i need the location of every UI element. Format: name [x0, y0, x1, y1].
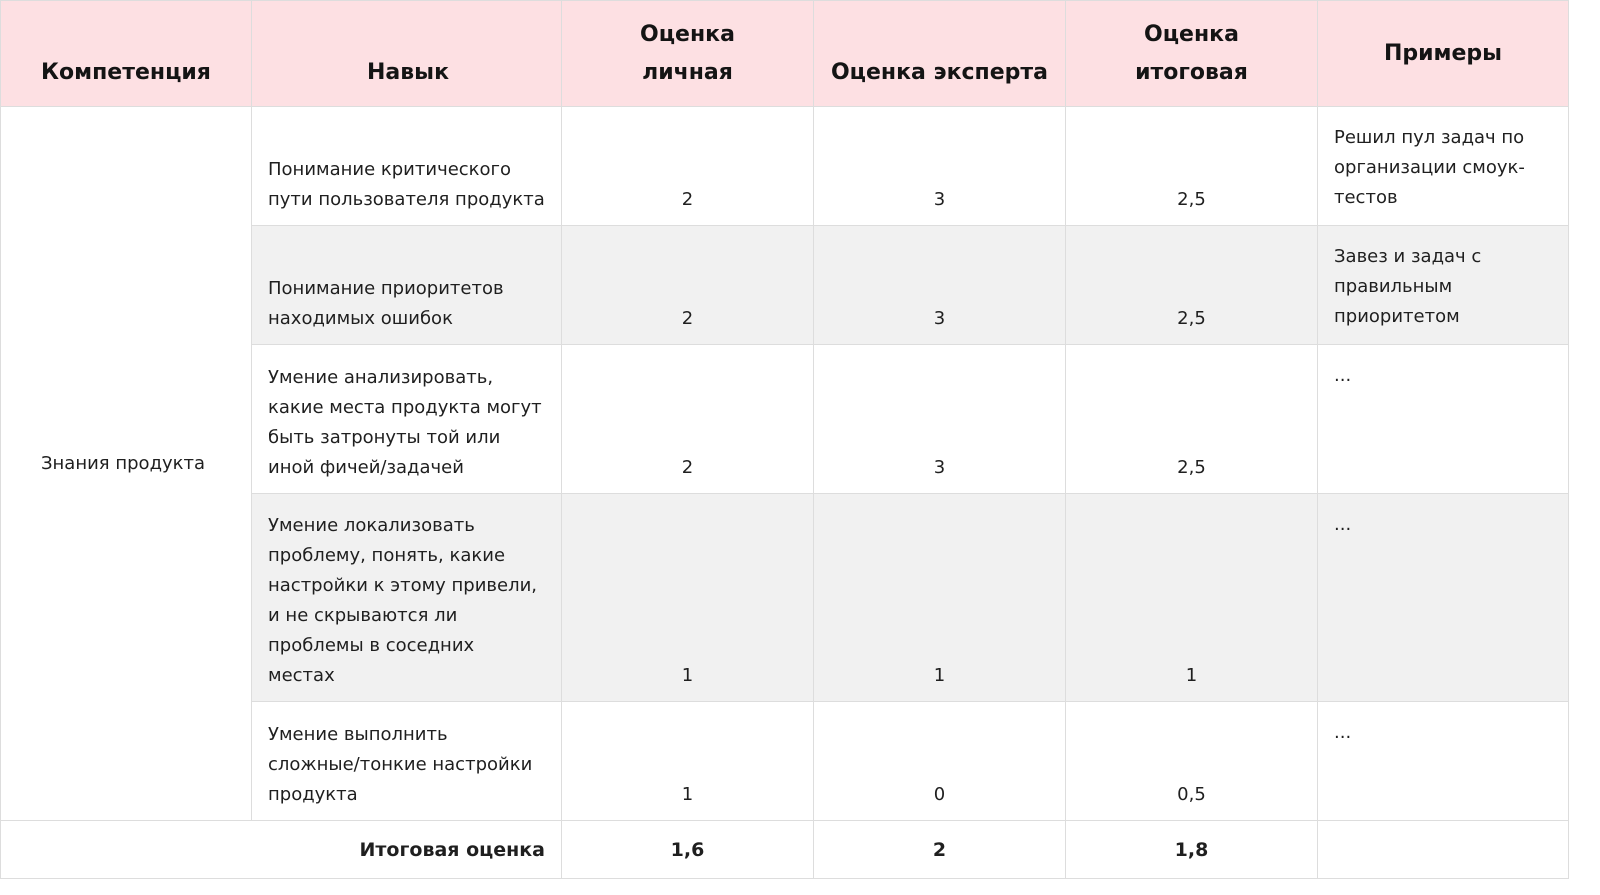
total-expert-score: 2	[814, 821, 1066, 879]
example-cell: ...	[1318, 345, 1569, 494]
skill-cell: Умение выполнить сложные/тонкие настройки продукта	[252, 702, 562, 821]
expert-score-cell: 1	[814, 494, 1066, 702]
total-label: Итоговая оценка	[1, 821, 562, 879]
table-row	[1, 107, 1569, 226]
header-skill: Навык	[252, 1, 562, 107]
self-score-cell: 2	[562, 345, 814, 494]
total-row	[1, 821, 1569, 879]
expert-score-cell: 0	[814, 702, 1066, 821]
final-score-cell: 2,5	[1066, 226, 1318, 345]
header-competence: Компетенция	[1, 1, 252, 107]
self-score-cell: 1	[562, 702, 814, 821]
final-score-cell: 0,5	[1066, 702, 1318, 821]
total-final-score: 1,8	[1066, 821, 1318, 879]
header-self-score-line1: Оценка	[640, 22, 735, 47]
skill-cell: Понимание приоритетов находимых ошибок	[252, 226, 562, 345]
self-score-cell: 1	[562, 494, 814, 702]
expert-score-cell: 3	[814, 345, 1066, 494]
skill-cell: Понимание критического пути пользователя продукта	[252, 107, 562, 226]
self-score-cell: 2	[562, 107, 814, 226]
example-cell: ...	[1318, 702, 1569, 821]
total-self-score: 1,6	[562, 821, 814, 879]
header-final-score-line1: Оценка	[1144, 22, 1239, 47]
final-score-cell: 1	[1066, 494, 1318, 702]
example-cell: ...	[1318, 494, 1569, 702]
skill-cell: Умение локализовать проблему, понять, какие настройки к этому привели, и не скрываются ли проблемы в соседних местах	[252, 494, 562, 702]
expert-score-cell: 3	[814, 226, 1066, 345]
example-cell: Решил пул задач по организации смоук-тестов	[1318, 107, 1569, 226]
competence-cell: Знания продукта	[1, 107, 252, 821]
header-final-score	[1066, 1, 1318, 107]
final-score-cell: 2,5	[1066, 345, 1318, 494]
example-cell: Завез и задач с правильным приоритетом	[1318, 226, 1569, 345]
header-self-score-line2: личная	[642, 60, 733, 85]
header-row	[1, 1, 1569, 107]
header-final-score-line2: итоговая	[1135, 60, 1248, 85]
self-score-cell: 2	[562, 226, 814, 345]
header-expert-score: Оценка эксперта	[814, 1, 1066, 107]
header-self-score	[562, 1, 814, 107]
total-example-empty	[1318, 821, 1569, 879]
skill-cell: Умение анализировать, какие места продукта могут быть затронуты той или иной фичей/задачей	[252, 345, 562, 494]
expert-score-cell: 3	[814, 107, 1066, 226]
final-score-cell: 2,5	[1066, 107, 1318, 226]
header-examples: Примеры	[1318, 1, 1569, 107]
